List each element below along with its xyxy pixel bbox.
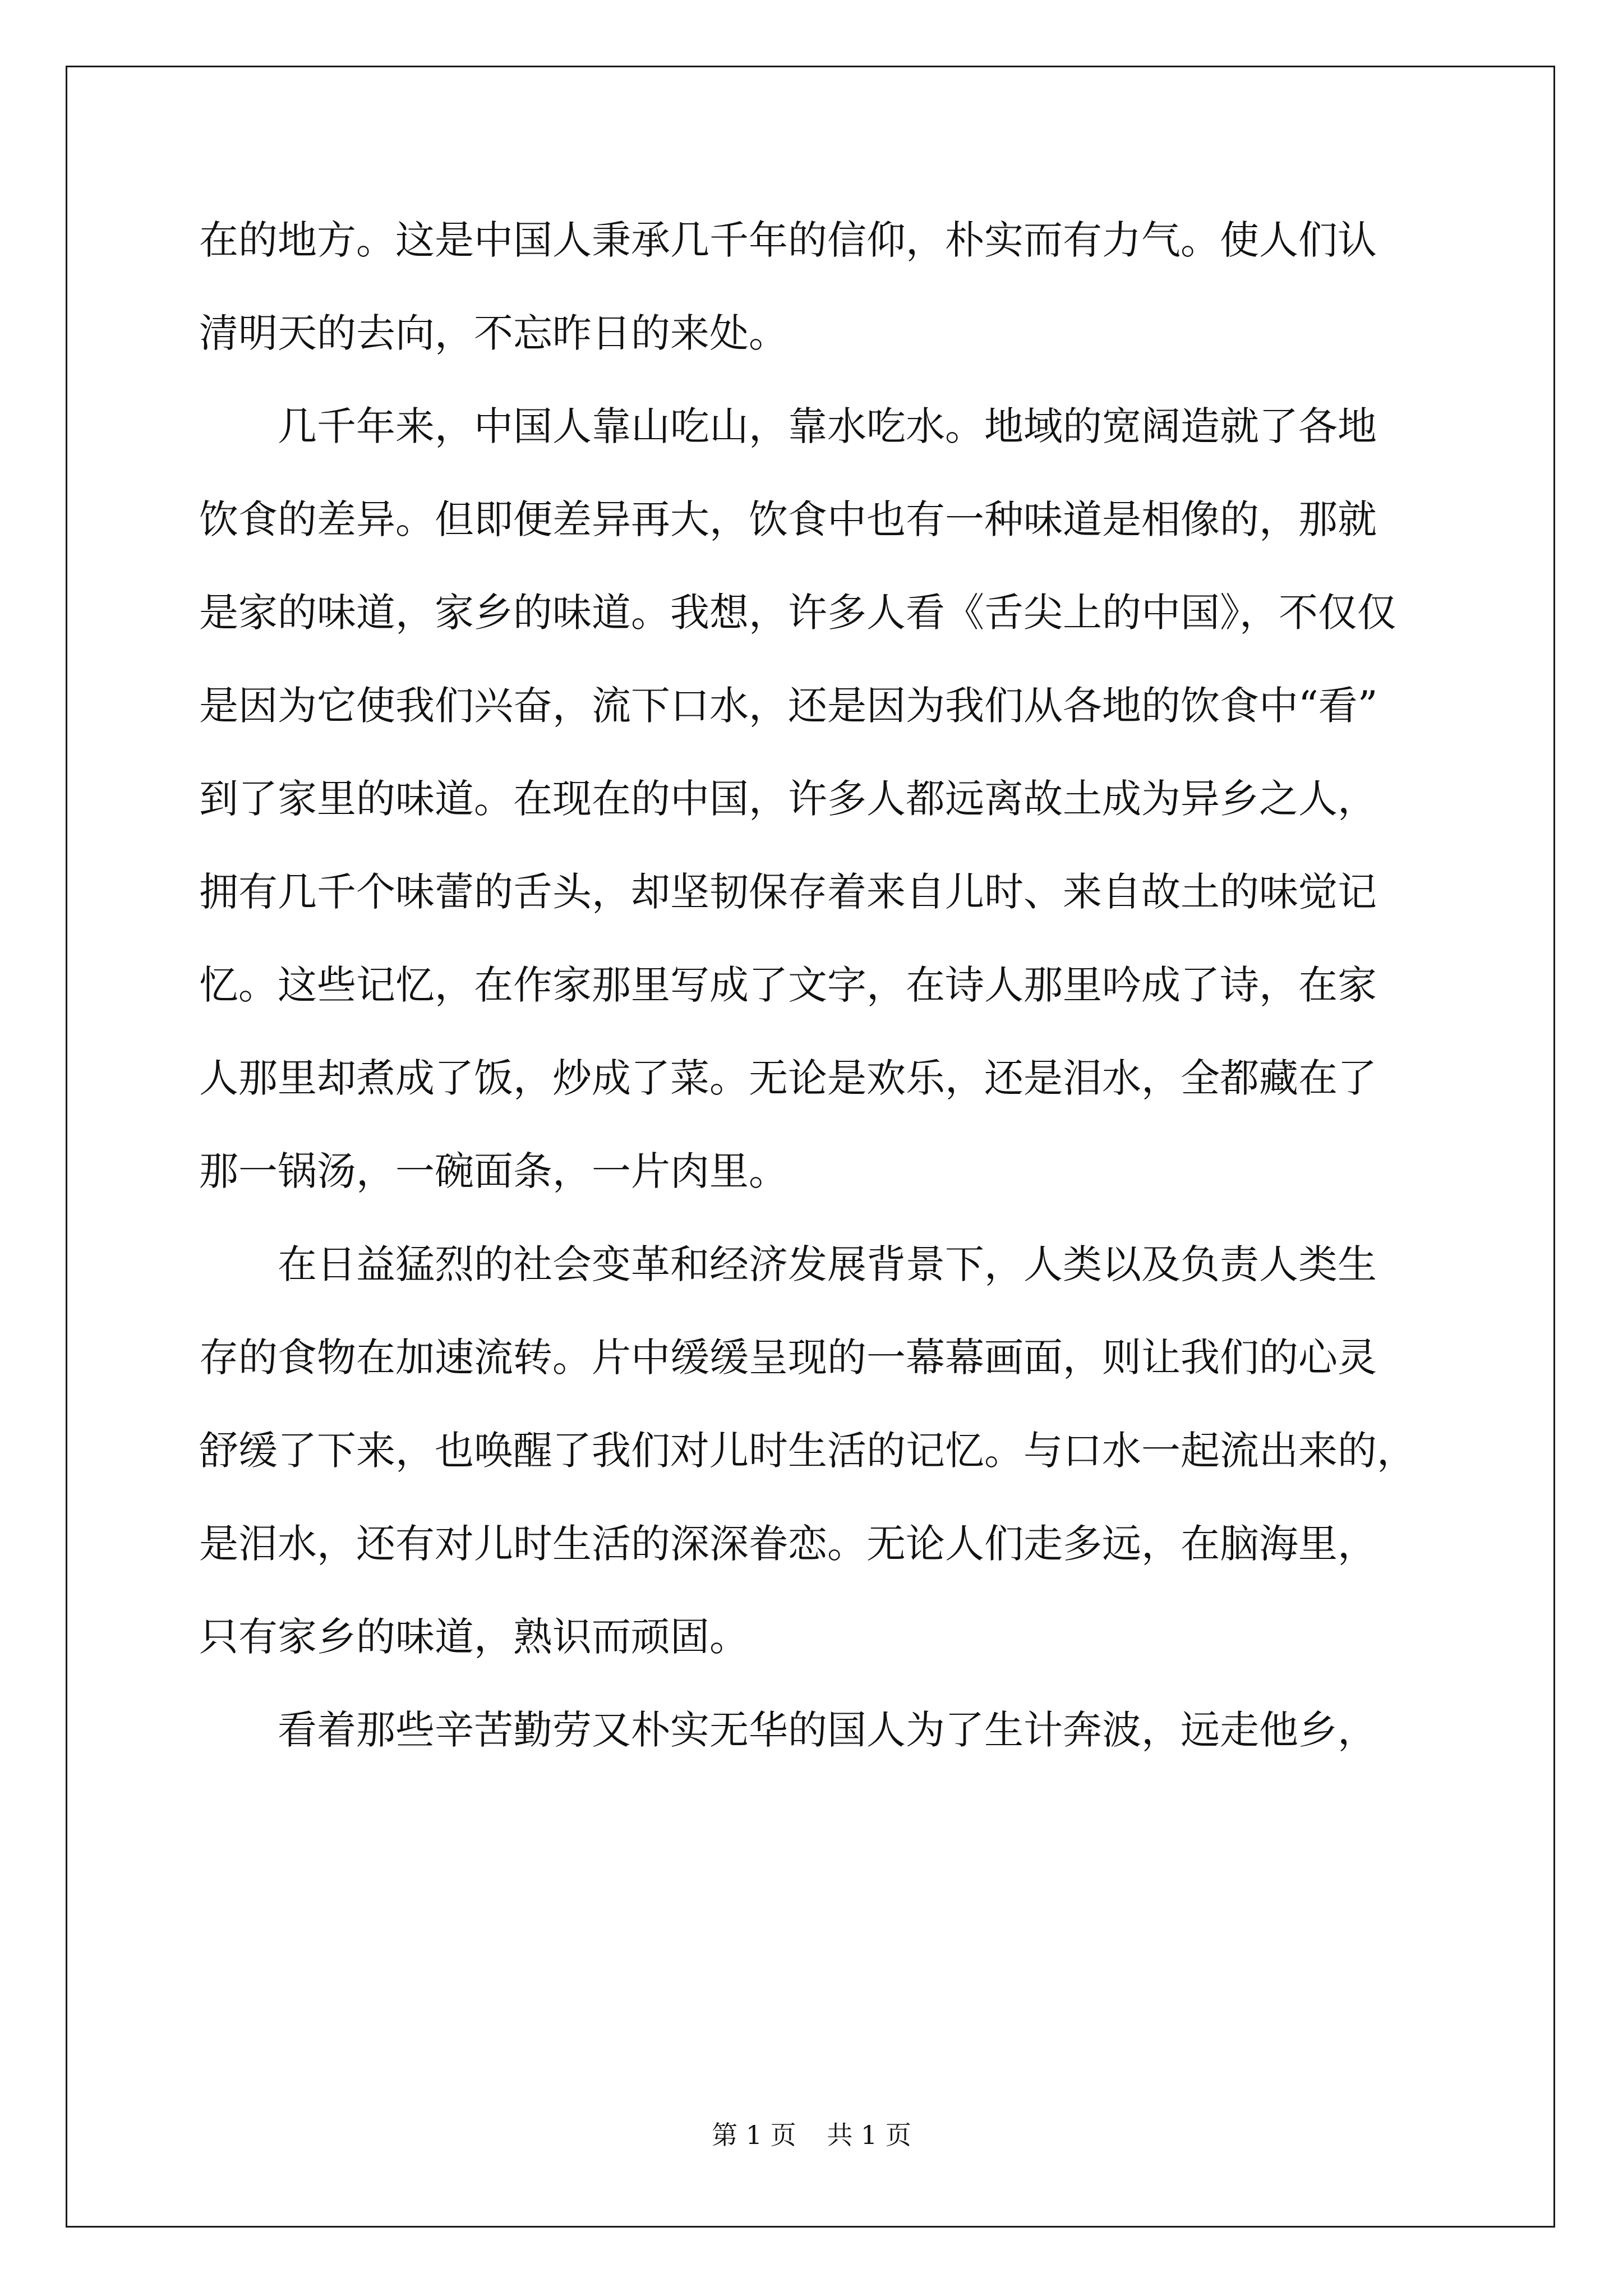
text-line: 看着那些辛苦勤劳又朴实无华的国人为了生计奔波，远走他乡， <box>278 1707 1377 1753</box>
text-line: 饮食的差异。但即便差异再大，饮食中也有一种味道是相像的，那就 <box>199 496 1377 542</box>
text-line: 在的地方。这是中国人秉承几千年的信仰，朴实而有力气。使人们认 <box>199 217 1377 263</box>
text-line: 到了家里的味道。在现在的中国，许多人都远离故土成为异乡之人， <box>199 776 1377 822</box>
text-line: 那一锅汤，一碗面条，一片肉里。 <box>199 1148 788 1194</box>
text-line: 在日益猛烈的社会变革和经济发展背景下，人类以及负责人类生 <box>278 1241 1377 1287</box>
text-line: 舒缓了下来，也唤醒了我们对儿时生活的记忆。与口水一起流出来的， <box>199 1428 1416 1474</box>
page-footer <box>0 2115 1623 2152</box>
text-line: 是因为它使我们兴奋，流下口水，还是因为我们从各地的饮食中“看” <box>199 683 1378 729</box>
text-line: 几千年来，中国人靠山吃山，靠水吃水。地域的宽阔造就了各地 <box>278 403 1377 449</box>
page-number: 第 1 页 <box>712 2120 796 2150</box>
document-body <box>199 194 1433 1777</box>
text-line: 只有家乡的味道，熟识而顽固。 <box>199 1614 749 1660</box>
text-line: 是家的味道，家乡的味道。我想，许多人看《舌尖上的中国》，不仅仅 <box>199 590 1396 636</box>
text-line: 是泪水，还有对儿时生活的深深眷恋。无论人们走多远，在脑海里， <box>199 1521 1377 1567</box>
page-total: 共 1 页 <box>827 2120 911 2150</box>
text-line: 清明天的去向，不忘昨日的来处。 <box>199 310 788 356</box>
text-line: 人那里却煮成了饭，炒成了菜。无论是欢乐，还是泪水，全都藏在了 <box>199 1055 1377 1101</box>
text-line: 拥有几千个味蕾的舌头，却坚韧保存着来自儿时、来自故土的味觉记 <box>199 869 1377 915</box>
text-line: 存的食物在加速流转。片中缓缓呈现的一幕幕画面，则让我们的心灵 <box>199 1335 1377 1381</box>
text-line: 忆。这些记忆，在作家那里写成了文字，在诗人那里吟成了诗，在家 <box>199 962 1377 1008</box>
